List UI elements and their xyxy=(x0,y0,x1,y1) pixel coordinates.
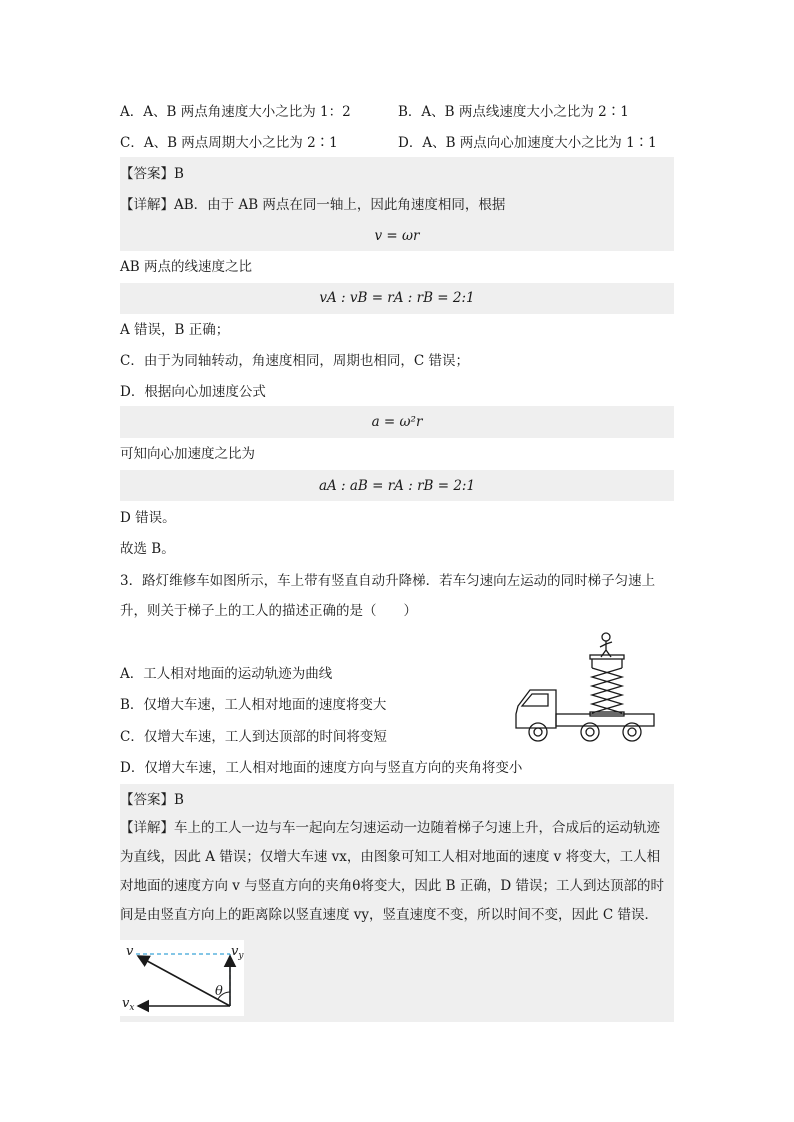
detail-q2-line5: D．根据向心加速度公式 xyxy=(120,384,266,400)
q3-stem-line1: 3．路灯维修车如图所示，车上带有竖直自动升降梯．若车匀速向左运动的同时梯子匀速上 xyxy=(120,573,656,589)
option-d-q2: D．A、B 两点向心加速度大小之比为 1∶1 xyxy=(398,135,657,151)
detail-q2-line2: AB 两点的线速度之比 xyxy=(120,259,252,275)
repair-truck-figure xyxy=(508,628,658,746)
label-v: v xyxy=(126,944,134,959)
equation-accel-ratio: aA : aB = rA : rB = 2:1 xyxy=(318,478,476,494)
q3-option-d: D．仅增大车速，工人相对地面的速度方向与竖直方向的夹角将变小 xyxy=(120,760,523,776)
detail-q2-line1: 【详解】AB．由于 AB 两点在同一轴上，因此角速度相同，根据 xyxy=(120,197,506,213)
detail-q2-line4: C．由于为同轴转动，角速度相同，周期也相同，C 错误； xyxy=(120,353,469,369)
q3-option-c: C．仅增大车速，工人到达顶部的时间将变短 xyxy=(120,729,387,745)
option-a-q2: A．A、B 两点角速度大小之比为 1：2 xyxy=(120,104,351,120)
detail-q3 xyxy=(120,814,674,930)
detail-q2-line6: 可知向心加速度之比为 xyxy=(120,446,255,462)
option-c-q2: C．A、B 两点周期大小之比为 2∶1 xyxy=(120,135,338,151)
detail-q3-line3: 对地面的速度方向 v 与竖直方向的夹角θ将变大，因此 B 正确，D 错误；工人到达顶部的时 xyxy=(120,878,664,894)
equation-velocity-ratio: vA : vB = rA : rB = 2:1 xyxy=(319,290,475,306)
q3-stem-line2: 升，则关于梯子上的工人的描述正确的是（ ） xyxy=(120,603,417,619)
answer-q2: 【答案】B xyxy=(120,166,184,182)
equation-v-omega-r: v = ωr xyxy=(374,228,420,244)
answer-q3: 【答案】B xyxy=(120,792,184,808)
label-vy: $v_y$ xyxy=(231,944,244,961)
detail-q2-line3: A 错误，B 正确； xyxy=(120,322,230,338)
label-theta: θ xyxy=(215,984,223,999)
label-vx: $v_x$ xyxy=(122,996,135,1013)
vector-diagram-svg xyxy=(120,940,244,1016)
detail-q3-line1: 【详解】车上的工人一边与车一起向左匀速运动一边随着梯子匀速上升，合成后的运动轨迹 xyxy=(120,820,660,836)
detail-q2-line7: D 错误。 xyxy=(120,510,176,526)
option-b-q2: B．A、B 两点线速度大小之比为 2∶1 xyxy=(398,104,629,120)
detail-q3-line4: 间是由竖直方向上的距离除以竖直速度 vy，竖直速度不变，所以时间不变，因此 C 错误． xyxy=(120,907,658,923)
q3-option-a: A．工人相对地面的运动轨迹为曲线 xyxy=(120,666,333,682)
vector-diagram xyxy=(120,940,244,1016)
detail-q2-line8: 故选 B。 xyxy=(120,541,175,557)
equation-centripetal: a = ω²r xyxy=(371,414,423,430)
detail-q3-line2: 为直线，因此 A 错误；仅增大车速 vx，由图象可知工人相对地面的速度 v 将变大，工人相 xyxy=(120,849,661,865)
q3-option-b: B．仅增大车速，工人相对地面的速度将变大 xyxy=(120,697,387,713)
